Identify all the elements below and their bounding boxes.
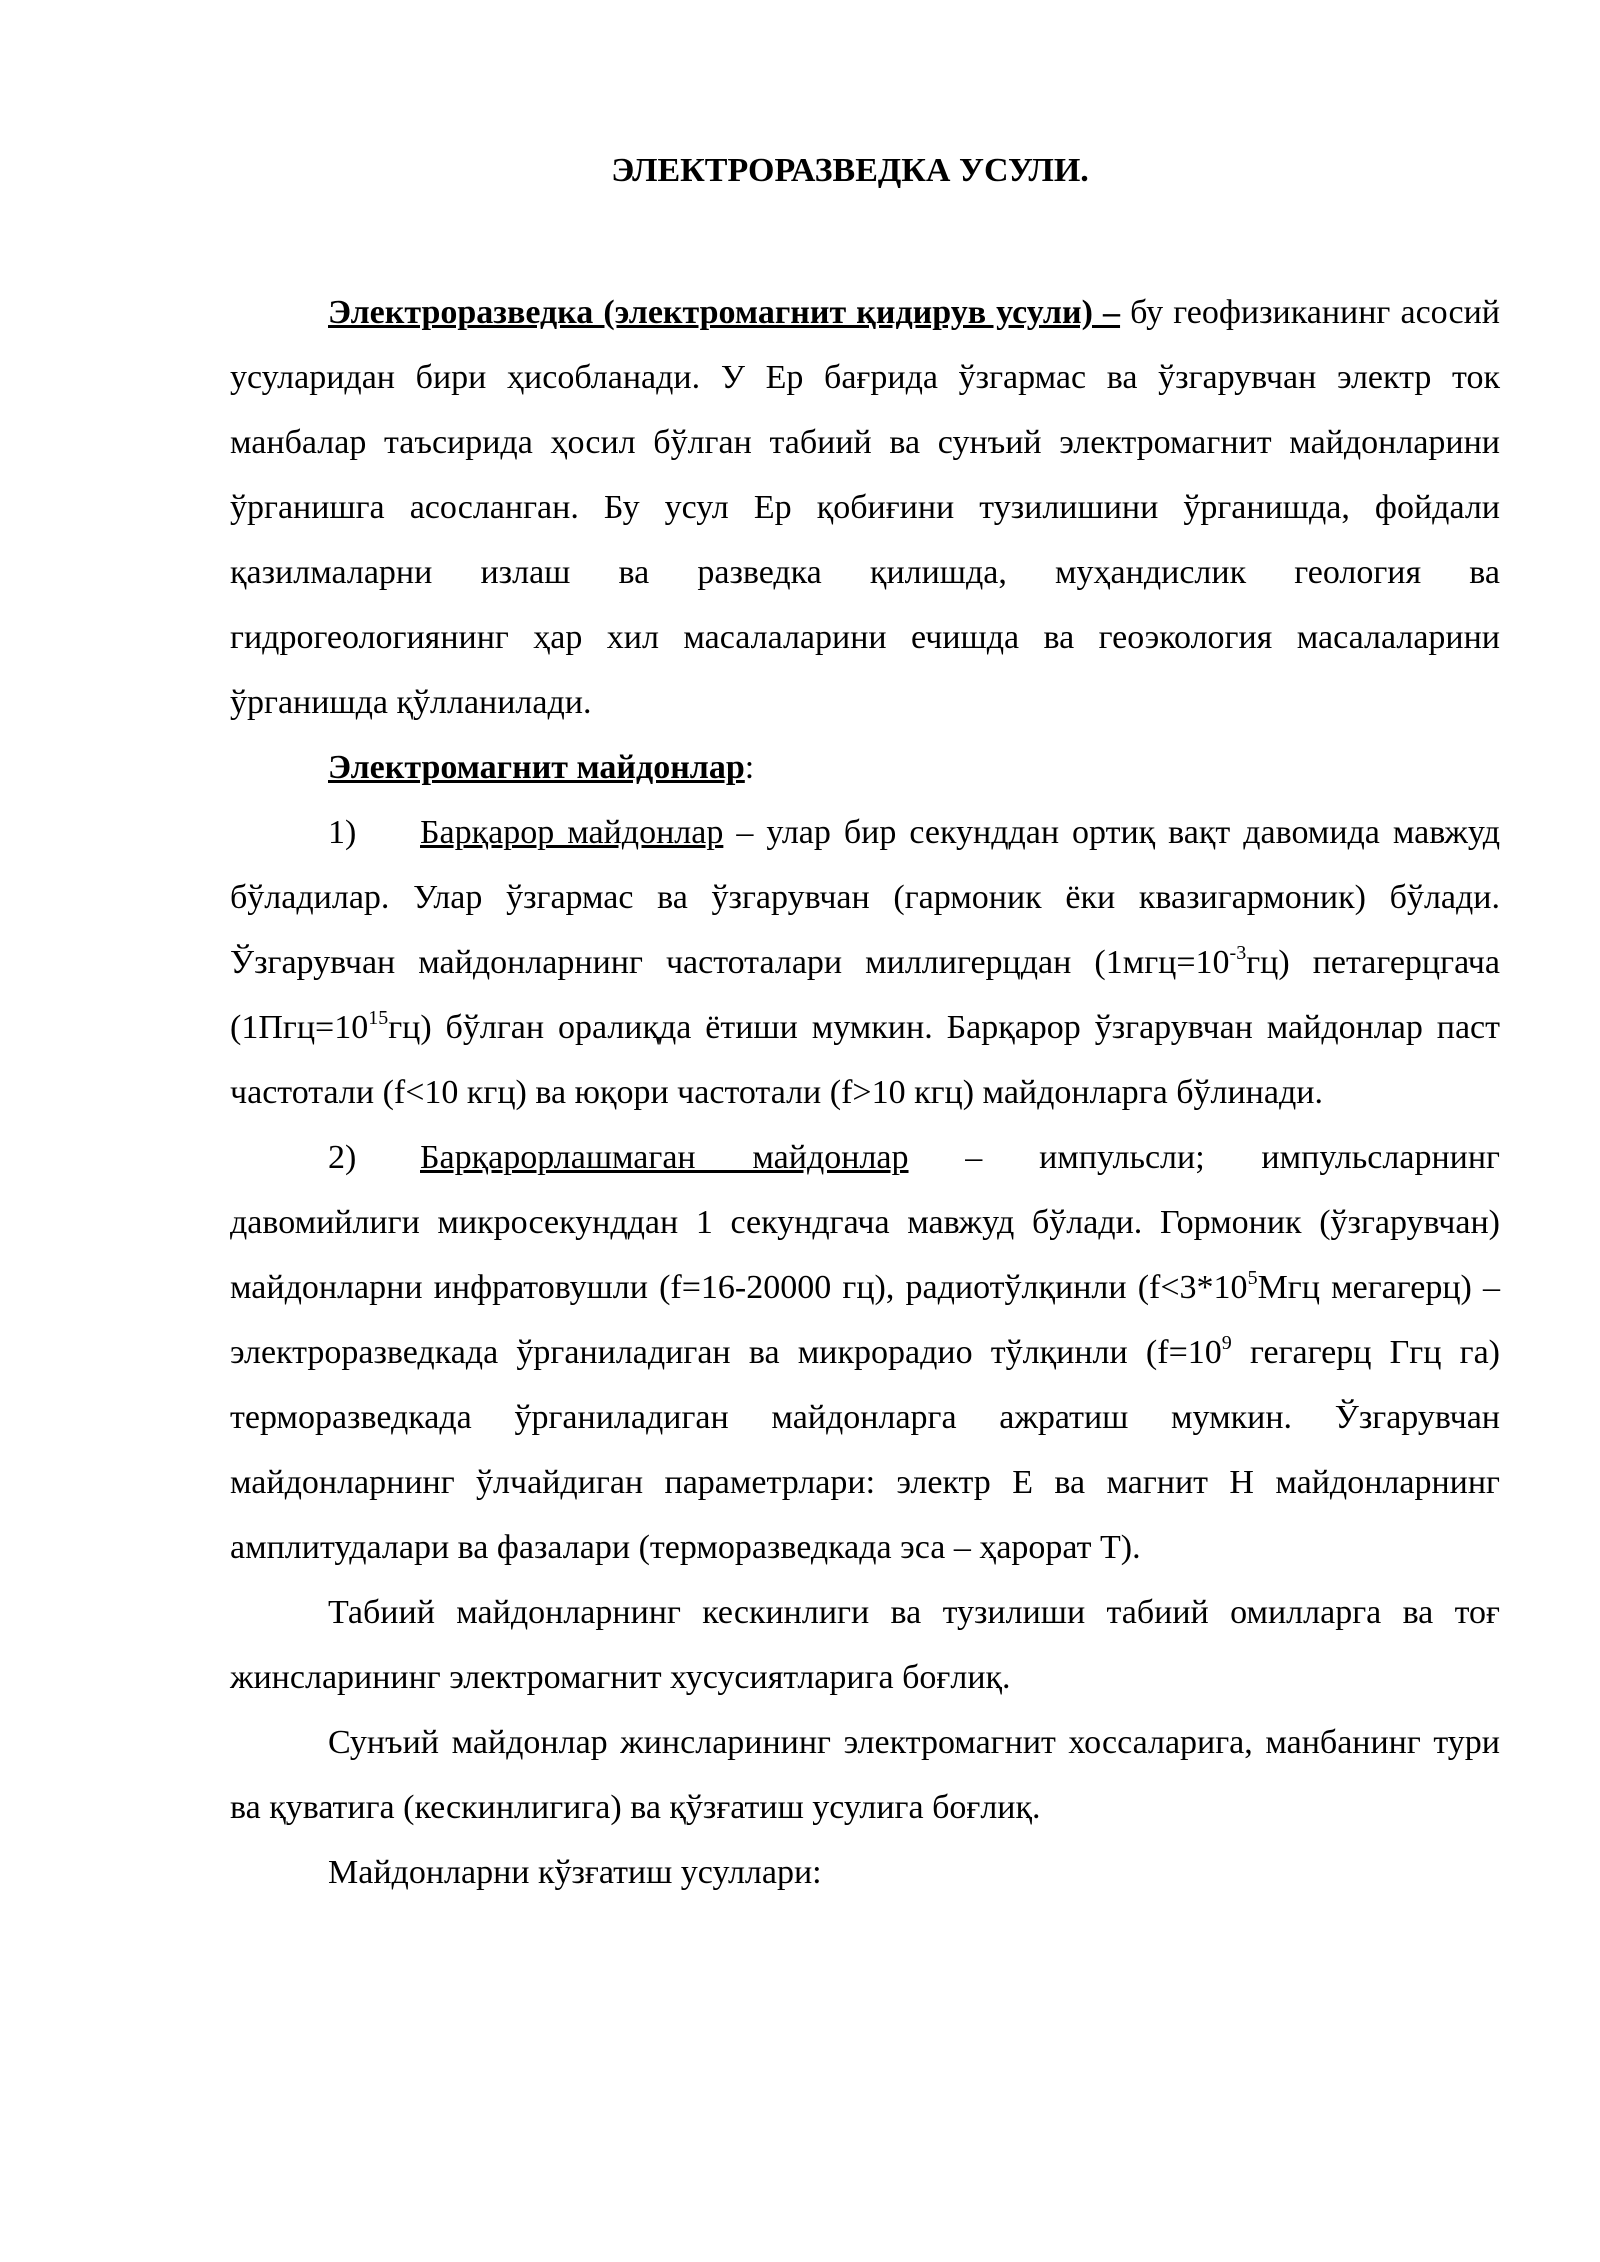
fields-heading: [230, 735, 1500, 800]
fields-heading-label: Электромагнит майдонлар: [328, 749, 745, 786]
item-2-text-a: – импульсли; импульсларнинг давомийлиги микросекунддан 1 секундгача мавжуд бўлади. Гормоник (ўзгарувчан) майдонларни инфратовушли (f=16-20000 гц), радиотўлқинли (f<3*10: [230, 1139, 1500, 1306]
page-title: ЭЛЕКТРОРАЗВЕДКА УСУЛИ.: [611, 152, 1089, 189]
item-1-paragraph: [230, 800, 1500, 1125]
item-1-text-b: гц) петагерцгача (1Пгц=10: [230, 944, 1500, 1046]
item-2-text-b: Мгц мегагерц) – электроразведкада ўрганиладиган ва микрорадио тўлқинли (f=10: [230, 1269, 1501, 1371]
fields-heading-colon: :: [744, 749, 755, 786]
item-1-sup-b: 15: [368, 1006, 389, 1029]
item-1-term: Барқарор майдонлар: [420, 814, 724, 851]
item-2-number: 2): [328, 1139, 357, 1176]
intro-text: бу геофизиканинг асосий усуларидан бири ҳисобланади. У Ер бағрида ўзгармас ва ўзгарувчан электр ток манбалар таъсирида ҳосил бўлган табиий ва сунъий электромагнит майдонларини ўрганишга асосланган. Бу усул Ер қобиғини тузилишини ўрганишда, фойдали қазилмаларни излаш ва разведка қилишда, муҳандислик геология ва гидрогеологиянинг ҳар хил масалаларини ечишда ва геоэкология масалаларини ўрганишда қўлланилади.: [230, 294, 1500, 721]
natural-fields-paragraph: Табиий майдонларнинг кескинлиги ва тузилиши табиий омилларга ва тоғ жинсларининг электромагнит хусусиятларига боғлиқ.: [230, 1594, 1500, 1696]
item-2-paragraph: [230, 1125, 1500, 1580]
intro-term: Электроразведка (электромагнит қидирув усули) –: [328, 294, 1121, 331]
item-2-sup-b: 9: [1221, 1331, 1232, 1354]
item-2-term: Барқарорлашмаган майдонлар: [420, 1139, 909, 1176]
excitation-methods-paragraph: Майдонларни кўзғатиш усуллари:: [328, 1854, 822, 1891]
item-1-text-a: – улар бир секунддан ортиқ вақт давомида мавжуд бўладилар. Улар ўзгармас ва ўзгарувчан (гармоник ёки квазигармоник) бўлади. Ўзгарувчан майдонларнинг частоталари миллигерцдан (1мгц=10: [230, 814, 1500, 981]
artificial-fields-paragraph: Сунъий майдонлар жинсларининг электромагнит хоссаларига, манбанинг тури ва қуватига (кескинлигига) ва қўзғатиш усулига боғлиқ.: [230, 1724, 1500, 1826]
item-2-text-c: гегагерц Ггц га) терморазведкада ўрганиладиган майдонларга ажратиш мумкин. Ўзгарувчан майдонларнинг ўлчайдиган параметрлари: электр Е ва магнит Н майдонларнинг амплитудалари ва фазалари (терморазведкада эса – ҳарорат Т).: [230, 1334, 1501, 1566]
item-1-sup-a: -3: [1229, 941, 1247, 964]
intro-paragraph: [230, 280, 1500, 735]
item-1-number: 1): [328, 814, 357, 851]
item-1-text-c: гц) бўлган оралиқда ётиши мумкин. Барқарор ўзгарувчан майдонлар паст частотали (f<10 кгц) ва юқори частотали (f>10 кгц) майдонларга бўлинади.: [230, 1009, 1500, 1111]
item-2-sup-a: 5: [1247, 1266, 1258, 1289]
document-body: [230, 280, 1500, 1905]
